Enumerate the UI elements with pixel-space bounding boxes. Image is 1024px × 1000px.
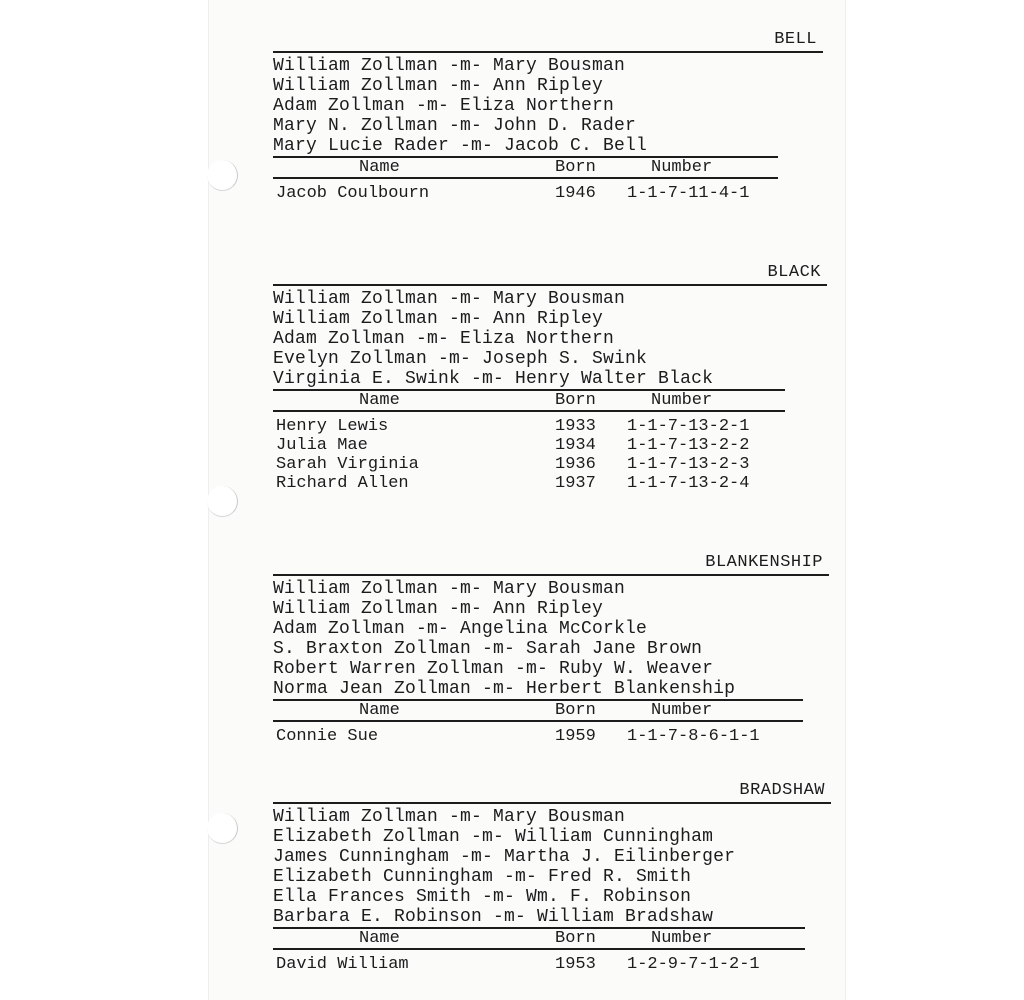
- child-row: [273, 417, 827, 436]
- column-header-name: Name: [359, 158, 400, 177]
- child-name: Richard Allen: [276, 474, 409, 493]
- children-list: [273, 412, 827, 493]
- children-column-header: [273, 391, 785, 412]
- child-number: 1-1-7-11-4-1: [627, 184, 750, 203]
- child-number: 1-2-9-7-1-2-1: [627, 955, 760, 974]
- lineage-line: Adam Zollman -m- Eliza Northern: [273, 96, 615, 116]
- lineage-line: Elizabeth Zollman -m- William Cunningham: [273, 827, 714, 847]
- column-header-number: Number: [651, 391, 713, 410]
- family-section-bell: [273, 29, 823, 203]
- column-header-born: Born: [555, 391, 596, 410]
- binder-hole: [207, 486, 238, 517]
- child-number: 1-1-7-13-2-4: [627, 474, 750, 493]
- child-name: David William: [276, 955, 409, 974]
- column-header-born: Born: [555, 929, 596, 948]
- child-row: [273, 955, 831, 974]
- children-column-header: [273, 929, 805, 950]
- child-row: [273, 455, 827, 474]
- lineage-line: Adam Zollman -m- Angelina McCorkle: [273, 619, 648, 639]
- column-header-born: Born: [555, 158, 596, 177]
- surname-heading: BLACK: [767, 263, 821, 282]
- child-number: 1-1-7-13-2-3: [627, 455, 750, 474]
- lineage-line: William Zollman -m- Mary Bousman: [273, 579, 626, 599]
- child-born: 1953: [555, 955, 596, 974]
- lineage-line: Barbara E. Robinson -m- William Bradshaw: [273, 907, 805, 929]
- column-header-number: Number: [651, 929, 713, 948]
- column-header-number: Number: [651, 701, 713, 720]
- child-number: 1-1-7-13-2-2: [627, 436, 750, 455]
- lineage-line: Mary Lucie Rader -m- Jacob C. Bell: [273, 136, 778, 158]
- lineage-line: Elizabeth Cunningham -m- Fred R. Smith: [273, 867, 692, 887]
- lineage-line: Mary N. Zollman -m- John D. Rader: [273, 116, 637, 136]
- family-section-black: [273, 262, 827, 493]
- child-born: 1937: [555, 474, 596, 493]
- column-header-name: Name: [359, 701, 400, 720]
- lineage-line: James Cunningham -m- Martha J. Eilinberger: [273, 847, 736, 867]
- child-born: 1934: [555, 436, 596, 455]
- child-name: Henry Lewis: [276, 417, 389, 436]
- children-column-header: [273, 158, 778, 179]
- lineage-block: [273, 804, 805, 929]
- surname-heading: BLANKENSHIP: [705, 553, 823, 572]
- lineage-block: [273, 53, 778, 158]
- child-name: Jacob Coulbourn: [276, 184, 430, 203]
- child-name: Julia Mae: [276, 436, 368, 455]
- child-name: Sarah Virginia: [276, 455, 419, 474]
- lineage-line: William Zollman -m- Mary Bousman: [273, 289, 626, 309]
- binder-hole: [207, 160, 238, 191]
- column-header-number: Number: [651, 158, 713, 177]
- binder-hole: [207, 813, 238, 844]
- lineage-line: Robert Warren Zollman -m- Ruby W. Weaver: [273, 659, 714, 679]
- child-number: 1-1-7-13-2-1: [627, 417, 750, 436]
- child-name: Connie Sue: [276, 727, 379, 746]
- column-header-born: Born: [555, 701, 596, 720]
- lineage-line: S. Braxton Zollman -m- Sarah Jane Brown: [273, 639, 703, 659]
- family-section-bradshaw: [273, 780, 831, 974]
- surname-heading: BRADSHAW: [739, 781, 825, 800]
- genealogy-page: [208, 0, 846, 1000]
- child-row: [273, 474, 827, 493]
- lineage-line: Virginia E. Swink -m- Henry Walter Black: [273, 369, 785, 391]
- surname-heading: BELL: [774, 30, 817, 49]
- column-header-name: Name: [359, 929, 400, 948]
- child-row: [273, 184, 823, 203]
- lineage-line: William Zollman -m- Mary Bousman: [273, 56, 626, 76]
- children-list: [273, 179, 823, 203]
- child-row: [273, 727, 829, 746]
- child-row: [273, 436, 827, 455]
- children-column-header: [273, 701, 803, 722]
- lineage-line: William Zollman -m- Ann Ripley: [273, 599, 604, 619]
- lineage-line: Ella Frances Smith -m- Wm. F. Robinson: [273, 887, 692, 907]
- lineage-block: [273, 286, 785, 391]
- lineage-block: [273, 576, 803, 701]
- child-born: 1959: [555, 727, 596, 746]
- child-number: 1-1-7-8-6-1-1: [627, 727, 760, 746]
- lineage-line: William Zollman -m- Ann Ripley: [273, 309, 604, 329]
- children-list: [273, 722, 829, 746]
- lineage-line: William Zollman -m- Ann Ripley: [273, 76, 604, 96]
- column-header-name: Name: [359, 391, 400, 410]
- lineage-line: Adam Zollman -m- Eliza Northern: [273, 329, 615, 349]
- child-born: 1933: [555, 417, 596, 436]
- children-list: [273, 950, 831, 974]
- child-born: 1946: [555, 184, 596, 203]
- lineage-line: William Zollman -m- Mary Bousman: [273, 807, 626, 827]
- child-born: 1936: [555, 455, 596, 474]
- family-section-blankenship: [273, 552, 829, 746]
- lineage-line: Norma Jean Zollman -m- Herbert Blankenship: [273, 679, 803, 701]
- lineage-line: Evelyn Zollman -m- Joseph S. Swink: [273, 349, 648, 369]
